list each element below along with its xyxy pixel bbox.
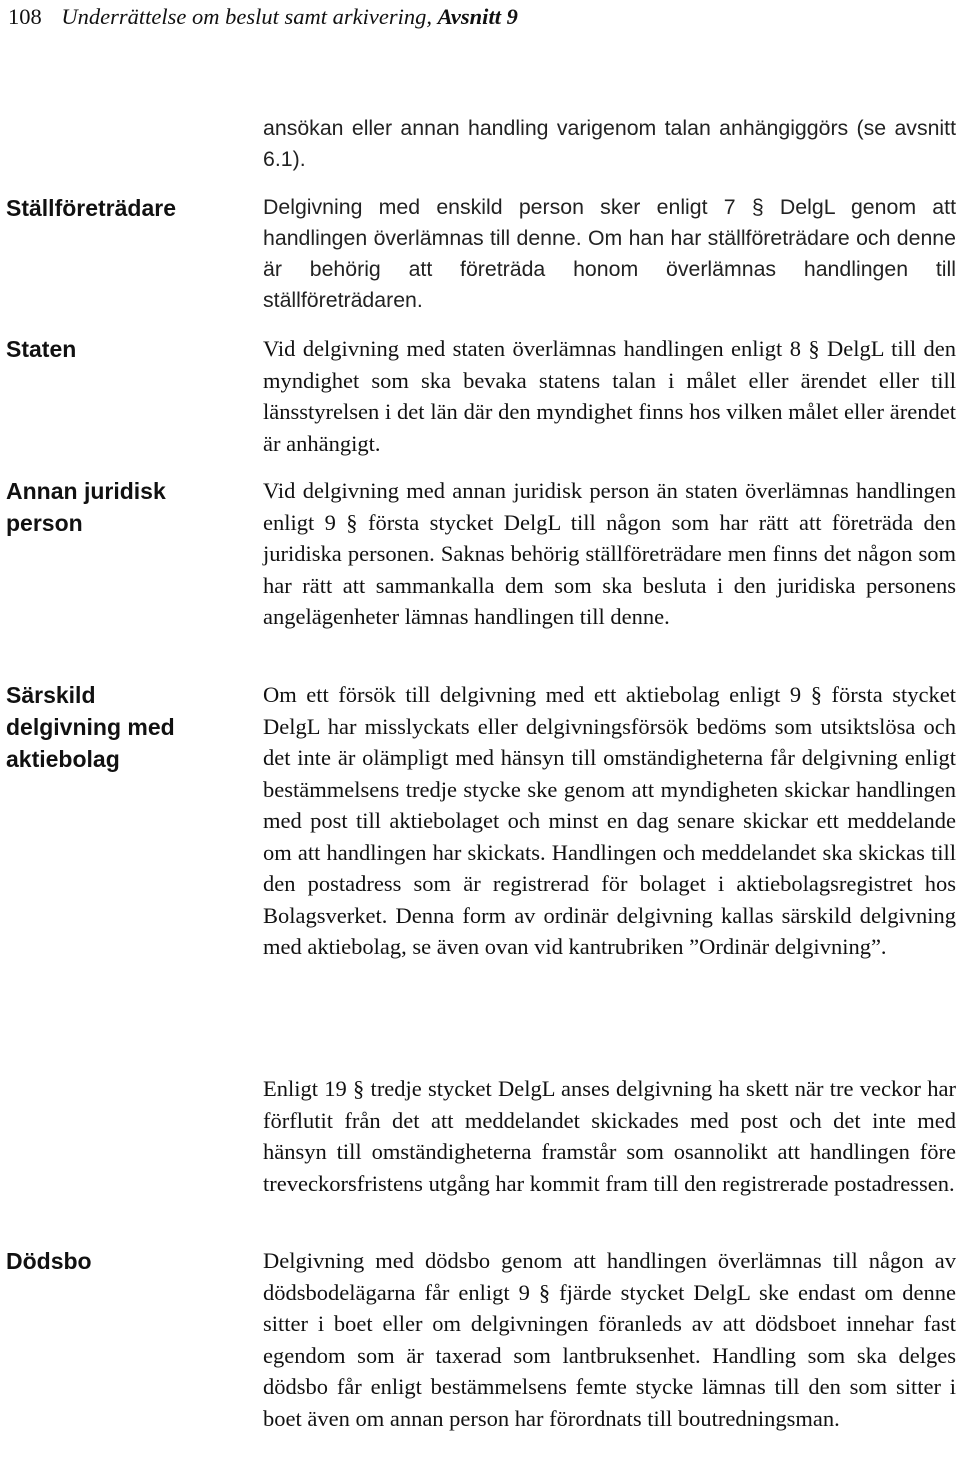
stallforetradare-paragraph: Delgivning med enskild person sker enligt 7 § DelgL genom att handlingen överlämnas till denne. Om han har ställföreträdare och denne är behörig att företräda honom överlämnas handlingen till ställföreträdaren.	[263, 195, 956, 312]
sarskild-paragraph: Om ett försök till delgivning med ett aktiebolag enligt 9 § första stycket DelgL har misslyckats eller delgivningsförsök bedöms som utsiktslösa och det inte är olämpligt med hänsyn till omständigheterna får delgivning enligt bestämmelsens tredje stycke ske genom att myndigheten skickar handlingen med post till aktiebolaget och minst en dag senare skickar ett meddelande om att handlingen har skickats. Handlingen och meddelandet ska skickas till den postadress som är registrerad för bolaget i aktiebolagsregistret hos Bolagsverket. Denna form av ordinär delgivning kallas särskild delgivning med aktiebolag, se även ovan vid kantrubriken ”Ordinär delgivning”.	[263, 682, 956, 959]
intro-paragraph: ansökan eller annan handling varigenom talan anhängiggörs (se avsnitt 6.1).	[263, 116, 956, 171]
running-title	[61, 4, 517, 29]
running-title-text: Underrättelse om beslut samt arkivering,	[61, 4, 432, 29]
margin-heading-sarskild-delgivning: Särskild delgivning med aktiebolag	[6, 682, 175, 772]
margin-heading-annan-juridisk-person: Annan juridisk person	[6, 478, 166, 536]
margin-heading-dodsbo: Dödsbo	[6, 1248, 92, 1274]
enligt19-paragraph: Enligt 19 § tredje stycket DelgL anses delgivning ha skett när tre veckor har förflutit från det att meddelandet skickades med post och det inte med hänsyn till omständigheterna framstår som osannolikt att handlingen före treveckorsfristens utgång har kommit fram till den registrerade postadressen.	[263, 1076, 956, 1196]
margin-heading-stallforetradare: Ställföreträdare	[6, 195, 177, 221]
dodsbo-paragraph: Delgivning med dödsbo genom att handlingen överlämnas till någon av dödsbodelägarna får enligt 9 § fjärde stycket DelgL ske endast om denne sitter i boet eller om delgivningen föranleds av att dödsboet innehar fast egendom som är taxerad som lantbruksenhet. Handling som ska delges dödsbo får enligt bestämmelsens femte stycke lämnas till den som sitter i boet även om annan person har förordnats till boutredningsman.	[263, 1248, 956, 1431]
running-header	[8, 0, 518, 34]
running-title-section: Avsnitt 9	[437, 4, 518, 29]
margin-heading-staten: Staten	[6, 336, 77, 362]
annan-juridisk-paragraph: Vid delgivning med annan juridisk person än staten överlämnas handlingen enligt 9 § första stycket DelgL till någon som har rätt att företräda den juridiska personen. Saknas behörig ställföreträdare men finns det någon som har rätt att sammankalla dem som ska besluta i den juridiska personens angelägenheter lämnas handlingen till denne.	[263, 478, 956, 629]
staten-paragraph: Vid delgivning med staten överlämnas handlingen enligt 8 § DelgL till den myndighet som ska bevaka statens talan i målet eller ärendet eller till länsstyrelsen i det län där den myndighet finns hos vilken målet eller ärendet är anhängigt.	[263, 336, 956, 456]
page-number: 108	[8, 4, 42, 29]
